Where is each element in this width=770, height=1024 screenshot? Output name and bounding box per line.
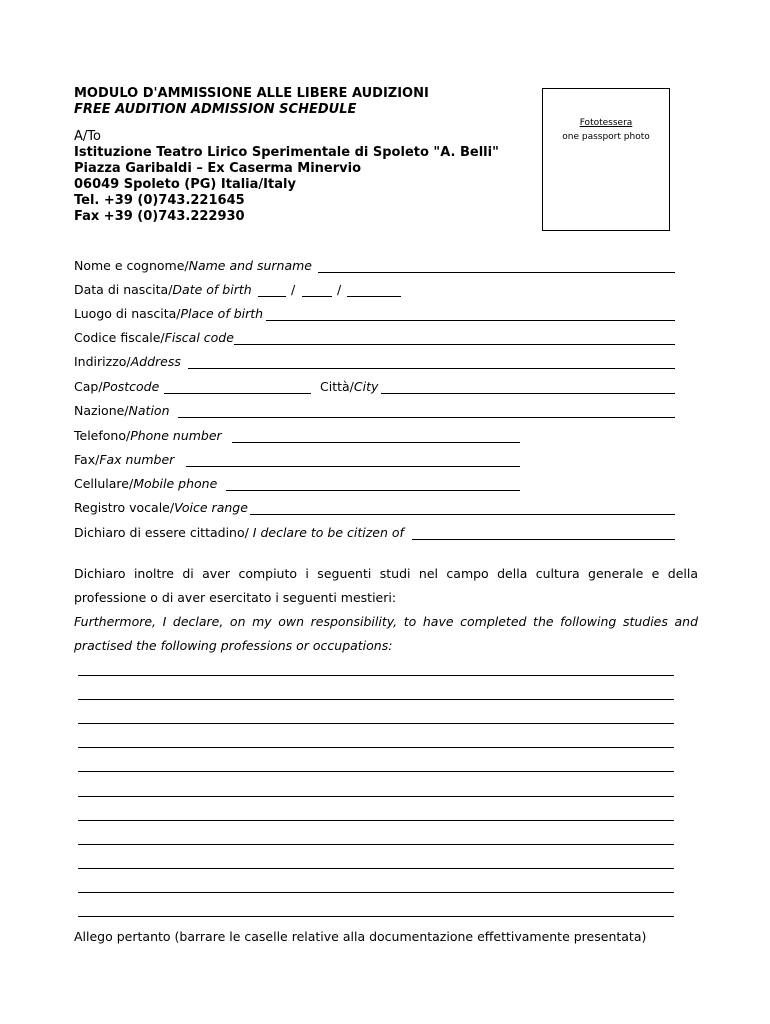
nation-label: Nazione/Nation bbox=[74, 403, 170, 418]
phone-input-line[interactable] bbox=[232, 442, 520, 443]
photo-box[interactable] bbox=[542, 88, 670, 231]
answer-line[interactable] bbox=[78, 868, 674, 869]
address-input-line[interactable] bbox=[188, 368, 675, 369]
form-title: MODULO D'AMMISSIONE ALLE LIBERE AUDIZIONI bbox=[74, 86, 429, 101]
answer-line[interactable] bbox=[78, 747, 674, 748]
recipient-to: A/To bbox=[74, 129, 101, 144]
form-header bbox=[74, 86, 429, 118]
citizenship-input-line[interactable] bbox=[412, 539, 675, 540]
birth-date-separator: / bbox=[337, 282, 342, 297]
declaration-en: Furthermore, I declare, on my own responsibility, to have completed the following studies and practised the following professions or occupations: bbox=[74, 614, 698, 653]
address-fax: Fax +39 (0)743.222930 bbox=[74, 209, 245, 224]
citizenship-field bbox=[74, 524, 676, 542]
phone-field bbox=[74, 427, 676, 445]
address-tel: Tel. +39 (0)743.221645 bbox=[74, 193, 245, 208]
voice-range-input-line[interactable] bbox=[250, 514, 675, 515]
fax-field bbox=[74, 451, 676, 469]
birth-date-field bbox=[74, 281, 676, 299]
voice-range-label: Registro vocale/Voice range bbox=[74, 500, 248, 515]
recipient-address bbox=[74, 129, 499, 225]
birth-place-input-line[interactable] bbox=[266, 320, 675, 321]
mobile-input-line[interactable] bbox=[226, 490, 520, 491]
answer-line[interactable] bbox=[78, 771, 674, 772]
photo-label-it: Fototessera bbox=[579, 118, 633, 128]
answer-line[interactable] bbox=[78, 723, 674, 724]
name-label: Nome e cognome/Name and surname bbox=[74, 258, 312, 273]
city-input-line[interactable] bbox=[381, 393, 675, 394]
address-label: Indirizzo/Address bbox=[74, 354, 181, 369]
answer-line[interactable] bbox=[78, 892, 674, 893]
city-label: Città/City bbox=[320, 379, 379, 394]
answer-line[interactable] bbox=[78, 844, 674, 845]
fiscal-code-field bbox=[74, 329, 676, 347]
postcode-city-field bbox=[74, 378, 676, 396]
name-field bbox=[74, 257, 676, 275]
postcode-input-line[interactable] bbox=[164, 393, 311, 394]
answer-line[interactable] bbox=[78, 796, 674, 797]
answer-line[interactable] bbox=[78, 699, 674, 700]
mobile-field bbox=[74, 475, 676, 493]
address-city: 06049 Spoleto (PG) Italia/Italy bbox=[74, 177, 296, 192]
nation-input-line[interactable] bbox=[178, 417, 675, 418]
birth-date-label: Data di nascita/Date of birth bbox=[74, 282, 252, 297]
photo-label-en: one passport photo bbox=[562, 132, 650, 142]
answer-line[interactable] bbox=[78, 675, 674, 676]
mobile-label: Cellulare/Mobile phone bbox=[74, 476, 218, 491]
fax-input-line[interactable] bbox=[186, 466, 520, 467]
postcode-label: Cap/Postcode bbox=[74, 379, 160, 394]
form-subtitle: FREE AUDITION ADMISSION SCHEDULE bbox=[74, 102, 357, 117]
birth-month-input-line[interactable] bbox=[302, 296, 332, 297]
birth-place-field bbox=[74, 305, 676, 323]
declaration-it: Dichiaro inoltre di aver compiuto i seguenti studi nel campo della cultura generale e della professione o di aver esercitato i seguenti mestieri: bbox=[74, 566, 698, 605]
citizenship-label: Dichiaro di essere cittadino/ I declare to be citizen of bbox=[74, 525, 404, 540]
fiscal-code-input-line[interactable] bbox=[234, 344, 675, 345]
nation-field bbox=[74, 402, 676, 420]
phone-label: Telefono/Phone number bbox=[74, 428, 222, 443]
attachments-note: Allego pertanto (barrare le caselle relative alla documentazione effettivamente presentata) bbox=[74, 929, 647, 944]
answer-line[interactable] bbox=[78, 820, 674, 821]
answer-line[interactable] bbox=[78, 916, 674, 917]
fax-label: Fax/Fax number bbox=[74, 452, 175, 467]
birth-day-input-line[interactable] bbox=[258, 296, 286, 297]
address-street: Piazza Garibaldi – Ex Caserma Minervio bbox=[74, 161, 361, 176]
fiscal-code-label: Codice fiscale/Fiscal code bbox=[74, 330, 234, 345]
name-input-line[interactable] bbox=[318, 272, 675, 273]
birth-place-label: Luogo di nascita/Place of birth bbox=[74, 306, 264, 321]
birth-date-separator: / bbox=[291, 282, 296, 297]
birth-year-input-line[interactable] bbox=[347, 296, 401, 297]
voice-range-field bbox=[74, 499, 676, 517]
address-field bbox=[74, 353, 676, 371]
institution-name: Istituzione Teatro Lirico Sperimentale di Spoleto "A. Belli" bbox=[74, 145, 499, 160]
